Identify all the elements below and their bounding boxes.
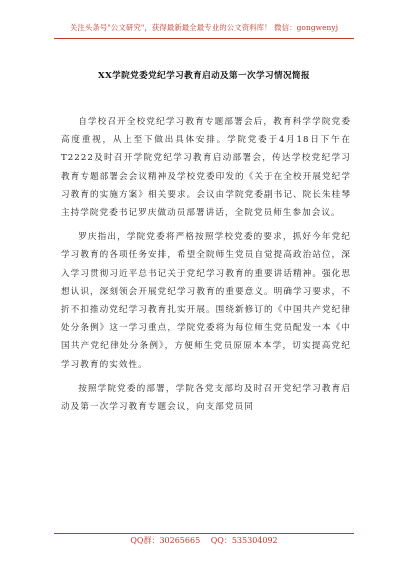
paragraph-2: 罗庆指出，学院党委将严格按照学校党委的要求，抓好今年党纪学习教育的各项任务安排，希望全院师生党员自觉提高政治站位，深入学习贯彻习近平总书记关于党纪学习教育的重要讲话精神。强化思想认识，深刻领会开展党纪学习教育的重要意义。明确学习要求，不折不扣推动党纪学习教育扎实开展。围绕新修订的《中国共产党纪律处分条例》这一学习重点，学院党委将为每位师生党员配发一本《中国共产党纪律处分条例》，方便师生党员原原本本学，切实提高党纪学习教育的实效性。 xyxy=(61,232,351,370)
footer-qq: QQ：535304092 xyxy=(210,536,278,545)
footer-qq-group: QQ群：30265665 xyxy=(130,536,201,545)
header-divider xyxy=(54,38,354,39)
paragraph-1: 自学校召开全校党纪学习教育专题部署会后，教育科学学院党委高度重视，从上至下做出具体安排。学院党委于4月18日下午在T2222及时召开学院党纪学习教育启动部署会，传达学校党纪学习教育专题部署会会议精神及学校党委印发的《关于在全校开展党纪学习教育的实施方案》相关要求。会议由学院党委副书记、院长朱桂琴主持学院党委书记罗庆做动员部署讲话，全院党员师生参加会议。 xyxy=(61,117,351,219)
footer-divider xyxy=(54,533,354,534)
footer-contact xyxy=(0,535,408,546)
header-banner: 关注头条号"公文研究"，获得最新最全最专业的公文资料库！ 微信：gongwenyj xyxy=(69,23,339,32)
document-title: XX学院党委党纪学习教育启动及第一次学习情况简报 xyxy=(98,71,310,81)
paragraph-3: 按照学院党委的部署，学院各党支部均及时召开党纪学习教育启动及第一次学习教育专题会议，向支部党员同 xyxy=(61,383,351,413)
document-body xyxy=(61,113,351,422)
